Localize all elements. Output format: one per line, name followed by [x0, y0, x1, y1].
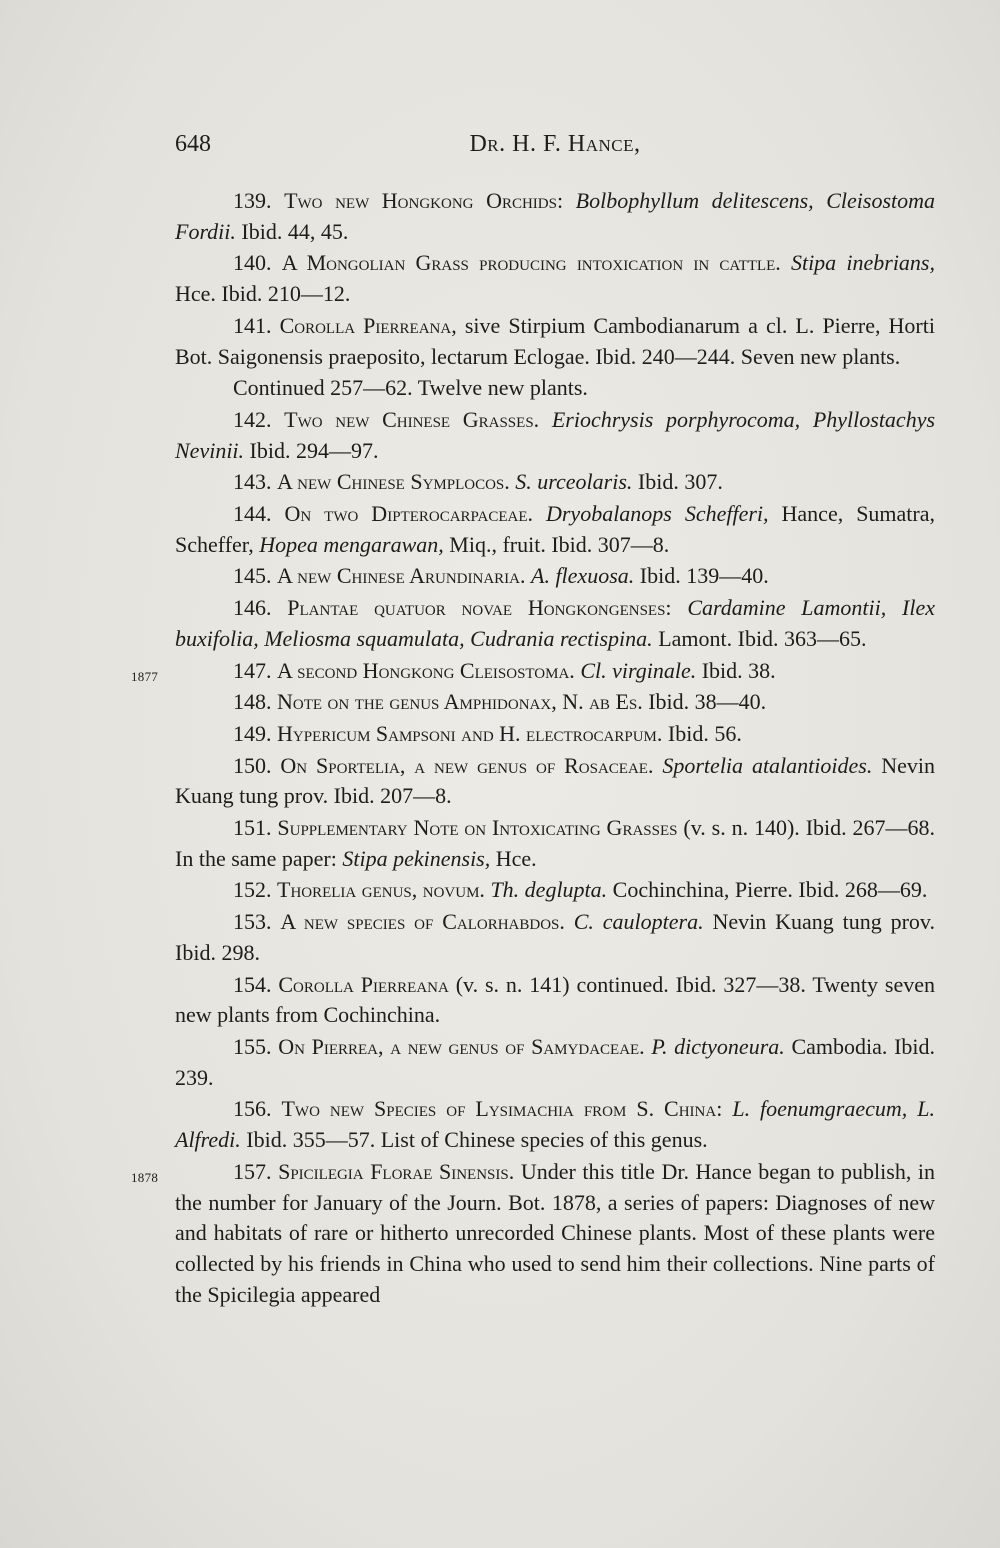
- entry-144: [175, 499, 935, 560]
- species-name: C. cauloptera.: [573, 909, 704, 935]
- entry-title: Spicilegia Florae Sinensis.: [278, 1158, 515, 1184]
- entry-number: 143.: [233, 469, 272, 495]
- entry-152: [175, 875, 935, 906]
- entry-text: Ibid. 44, 45.: [241, 218, 349, 244]
- entry-title: Note on the genus Amphidonax, N. ab Es.: [277, 689, 643, 715]
- species-name: Stipa inebrians,: [790, 250, 935, 276]
- species-name: P. dictyoneura.: [651, 1033, 785, 1059]
- species-name: Bolbophyllum delitescens, Cleisostoma Fordii.: [175, 188, 936, 244]
- entry-title: A new species of Calorhabdos.: [280, 909, 565, 935]
- entry-text: Hce. Ibid. 210—12.: [175, 281, 351, 307]
- entry-title: Two new Species of Lysimachia from S. China:: [281, 1096, 723, 1122]
- entry-title: A new Chinese Arundinaria.: [277, 563, 526, 589]
- page-number: 648: [175, 131, 211, 157]
- entry-title: A new Chinese Symplocos.: [277, 469, 510, 495]
- entry-number: 144.: [233, 501, 272, 527]
- entry-139: [175, 186, 935, 247]
- entry-156: [175, 1094, 935, 1155]
- species-name: Hopea mengarawan,: [259, 531, 444, 557]
- species-name: S. urceolaris.: [515, 469, 633, 495]
- entry-text: Ibid. 294—97.: [249, 437, 379, 463]
- entry-151: [175, 813, 935, 874]
- entry-title: On Pierrea, a new genus of Samydaceae.: [278, 1033, 645, 1059]
- body-text: [131, 186, 936, 1310]
- entry-154: [175, 970, 935, 1031]
- entry-number: 147.: [233, 657, 272, 683]
- entry-number: 153.: [233, 909, 272, 935]
- species-name: Dryobalanops Schefferi,: [545, 501, 769, 527]
- entry-text: Ibid. 56.: [667, 720, 742, 746]
- entry-number: 145.: [233, 563, 272, 589]
- entry-text: Nevin Kuang tung prov. Ibid. 298.: [175, 909, 936, 965]
- entry-text: Miq., fruit. Ibid. 307—8.: [449, 531, 670, 557]
- species-name: Th. deglupta.: [490, 877, 608, 903]
- entry-140: [175, 248, 935, 309]
- entry-143: [175, 467, 935, 498]
- species-name: Cl. virginale.: [580, 657, 697, 683]
- species-name: Eriochrysis porphyrocoma, Phyllostachys Nevinii.: [175, 406, 936, 463]
- entry-text: Cochinchina, Pierre. Ibid. 268—69.: [612, 877, 928, 903]
- species-name: A. flexuosa.: [531, 563, 635, 589]
- species-name: L. foenumgraecum, L. Alfredi.: [175, 1096, 936, 1153]
- entry-number: 156.: [233, 1096, 272, 1122]
- entry-number: 155.: [233, 1033, 272, 1059]
- entry-text: Nevin Kuang tung prov. Ibid. 207—8.: [175, 752, 936, 809]
- entry-142: [175, 405, 935, 466]
- entry-title: Hypericum Sampsoni and H. electrocarpum.: [277, 720, 663, 746]
- entry-text: Ibid. 139—40.: [639, 563, 769, 589]
- entry-153: [175, 907, 935, 968]
- species-name: Sportelia atalantioides.: [662, 752, 873, 778]
- entry-title: Two new Hongkong Orchids:: [284, 188, 564, 213]
- entry-title: Two new Chinese Grasses.: [284, 406, 540, 432]
- entry-number: 140.: [233, 250, 272, 276]
- entry-number: 157.: [233, 1158, 272, 1184]
- entry-text: Ibid. 355—57. List of Chinese species of this genus.: [246, 1127, 708, 1153]
- entry-number: 150.: [233, 752, 272, 778]
- species-name: Stipa pekinensis,: [342, 845, 491, 871]
- entry-text: Cambodia. Ibid. 239.: [175, 1033, 936, 1090]
- entry-157: [131, 1157, 936, 1311]
- entry-145: [175, 561, 935, 592]
- entry-title: Corolla Pierreana: [278, 971, 449, 997]
- margin-year: 1878: [131, 1169, 159, 1185]
- entry-text: (v. s. n. 141) continued. Ibid. 327—38. Twenty seven new plants from Cochinchina.: [175, 971, 935, 1028]
- entry-text: Under this title Dr. Hance began to publish, in the number for January of the Journ. Bot. 1878, a series of papers: Diagnoses of new and habitats of rare or hitherto unrecorded Chinese plants. Most of these plants were collected by his friends in China who used to send him their collections. Nine parts of the Spicilegia appeared: [175, 1158, 936, 1307]
- entry-number: 146.: [233, 595, 272, 621]
- entry-title: A Mongolian Grass producing intoxication in cattle.: [281, 250, 781, 276]
- running-head: Dr. H. F. Hance,: [469, 131, 641, 157]
- entry-text: Ibid. 307.: [637, 469, 723, 495]
- entry-150: [175, 751, 935, 812]
- entry-title: On two Dipterocarpaceae.: [284, 501, 533, 527]
- entry-title: Thorelia genus, novum.: [277, 877, 485, 903]
- entry-number: 149.: [233, 720, 272, 746]
- entry-147: [131, 656, 935, 687]
- entry-text: Hce.: [495, 845, 537, 871]
- entry-text: Ibid. 38—40.: [648, 689, 767, 715]
- entry-text: Hance, Sumatra, Scheffer,: [175, 501, 936, 557]
- entry-146: [175, 593, 935, 654]
- entry-148: [175, 687, 935, 718]
- entry-title: A second Hongkong Cleisostoma.: [277, 657, 575, 683]
- entry-number: 141.: [233, 312, 272, 338]
- entry-text: Ibid. 38.: [701, 657, 776, 683]
- species-name: Cardamine Lamontii, Ilex buxifolia, Meliosma squamulata, Cudrania rectispina.: [175, 595, 935, 651]
- entry-number: 139.: [233, 188, 272, 213]
- entry-number: 154.: [233, 971, 272, 997]
- entry-text: (v. s. n. 140). Ibid. 267—68. In the same paper:: [175, 815, 936, 871]
- entry-141-continued: [175, 373, 935, 404]
- page-header: [175, 131, 935, 167]
- entry-text: Lamont. Ibid. 363—65.: [658, 625, 867, 651]
- entry-text: sive Stirpium Cambodianarum a cl. L. Pierre, Horti Bot. Saigonensis praeposito, lectarum Eclogae. Ibid. 240—244. Seven new plants.: [175, 312, 935, 369]
- entry-title: Corolla Pierreana,: [279, 312, 457, 338]
- entry-141: [175, 311, 935, 372]
- margin-year: 1877: [131, 668, 159, 684]
- entry-149: [175, 719, 935, 750]
- entry-text: Continued 257—62. Twelve new plants.: [233, 375, 588, 401]
- entry-number: 148.: [233, 689, 272, 715]
- entry-number: 151.: [233, 815, 272, 841]
- entry-155: [175, 1032, 935, 1093]
- entry-number: 142.: [233, 406, 272, 432]
- entry-title: On Sportelia, a new genus of Rosaceae.: [280, 752, 654, 778]
- entry-number: 152.: [233, 877, 272, 903]
- entry-title: Plantae quatuor novae Hongkongenses:: [287, 595, 672, 621]
- entry-title: Supplementary Note on Intoxicating Grasses: [277, 815, 678, 841]
